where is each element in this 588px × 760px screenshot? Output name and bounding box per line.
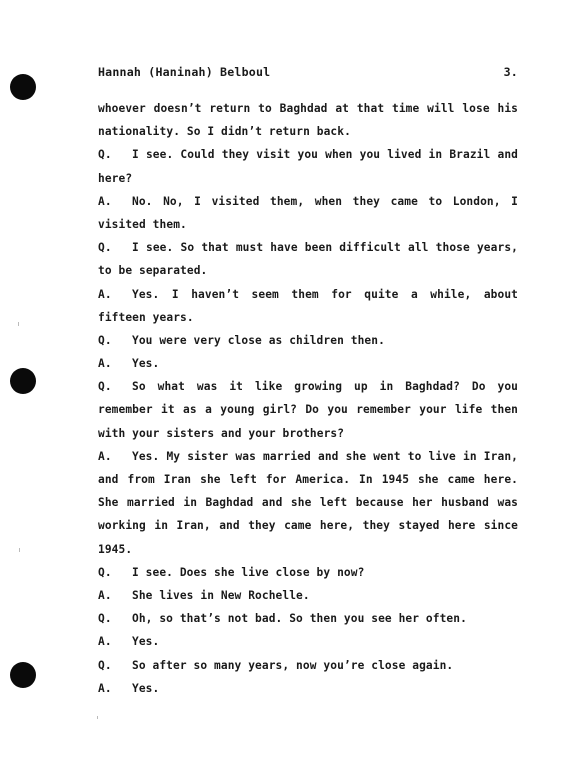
transcript-line — [98, 677, 518, 700]
transcript-line — [98, 236, 518, 259]
transcript-line — [98, 213, 518, 236]
line-text: Yes. — [132, 681, 160, 695]
scan-speck — [19, 548, 20, 552]
line-text: Yes. — [132, 357, 160, 371]
transcript-line — [98, 283, 518, 306]
line-text: So after so many years, now you’re close again. — [132, 658, 454, 672]
speaker-label: Q. — [98, 380, 112, 394]
transcript-line — [98, 468, 518, 491]
speaker-label: A. — [98, 588, 112, 602]
transcript-line — [98, 190, 518, 213]
page-header — [98, 65, 518, 83]
transcript-line — [98, 306, 518, 329]
transcript-line — [98, 514, 518, 537]
transcript-line — [98, 352, 518, 375]
line-text: 1945. — [98, 542, 133, 556]
transcript-line — [98, 561, 518, 584]
transcript-line — [98, 143, 518, 166]
transcript-line — [98, 167, 518, 190]
scan-speck — [18, 322, 19, 326]
line-text: Yes. I haven’t seem them for quite a while, about — [132, 287, 518, 301]
transcript-line — [98, 538, 518, 561]
line-text: She married in Baghdad and she left because her husband was — [98, 496, 518, 510]
transcript-line — [98, 491, 518, 514]
line-text: No. No, I visited them, when they came to London, I — [132, 194, 518, 208]
transcript-line — [98, 120, 518, 143]
punch-hole-middle — [10, 368, 36, 394]
line-text: to be separated. — [98, 264, 208, 278]
line-text: I see. Does she live close by now? — [132, 565, 365, 579]
transcript-line — [98, 422, 518, 445]
line-text: Yes. — [132, 635, 160, 649]
speaker-label: A. — [98, 357, 112, 371]
speaker-label: Q. — [98, 658, 112, 672]
line-text: here? — [98, 171, 133, 185]
speaker-label: Q. — [98, 241, 112, 255]
speaker-label: A. — [98, 681, 112, 695]
line-text: I see. Could they visit you when you lived in Brazil and — [132, 148, 518, 162]
transcript-line — [98, 97, 518, 120]
line-text: Oh, so that’s not bad. So then you see her often. — [132, 612, 467, 626]
line-text: with your sisters and your brothers? — [98, 426, 345, 440]
line-text: and from Iran she left for America. In 1945 she came here. — [98, 473, 518, 486]
speaker-label: Q. — [98, 565, 112, 579]
transcript-line — [98, 259, 518, 282]
line-text: Yes. My sister was married and she went to live in Iran, — [132, 449, 518, 463]
speaker-label: A. — [98, 287, 112, 301]
transcript-line — [98, 630, 518, 653]
speaker-label: A. — [98, 449, 112, 463]
line-text: I see. So that must have been difficult all those years, — [132, 241, 518, 255]
transcript-line — [98, 398, 518, 421]
transcript-line — [98, 584, 518, 607]
line-text: working in Iran, and they came here, they stayed here since — [98, 519, 518, 533]
transcript-line — [98, 329, 518, 352]
transcript-line — [98, 445, 518, 468]
transcript-line — [98, 654, 518, 677]
transcript-line — [98, 375, 518, 398]
line-text: You were very close as children then. — [132, 333, 385, 347]
punch-hole-bottom — [10, 662, 36, 688]
line-text: nationality. So I didn’t return back. — [98, 125, 351, 139]
line-text: remember it as a young girl? Do you remember your life then — [98, 403, 518, 417]
page-number: 3. — [503, 65, 518, 79]
transcript-body — [98, 97, 518, 700]
speaker-label: A. — [98, 635, 112, 649]
speaker-label: Q. — [98, 612, 112, 626]
line-text: fifteen years. — [98, 310, 194, 324]
line-text: visited them. — [98, 217, 187, 231]
line-text: So what was it like growing up in Baghdad? Do you — [132, 380, 518, 394]
line-text: whoever doesn’t return to Baghdad at that time will lose his — [98, 102, 518, 115]
line-text: She lives in New Rochelle. — [132, 588, 310, 602]
scan-speck — [97, 716, 98, 719]
speaker-label: Q. — [98, 148, 112, 162]
interviewee-name: Hannah (Haninah) Belboul — [98, 65, 271, 79]
speaker-label: A. — [98, 194, 112, 208]
transcript-line — [98, 607, 518, 630]
speaker-label: Q. — [98, 333, 112, 347]
punch-hole-top — [10, 74, 36, 100]
